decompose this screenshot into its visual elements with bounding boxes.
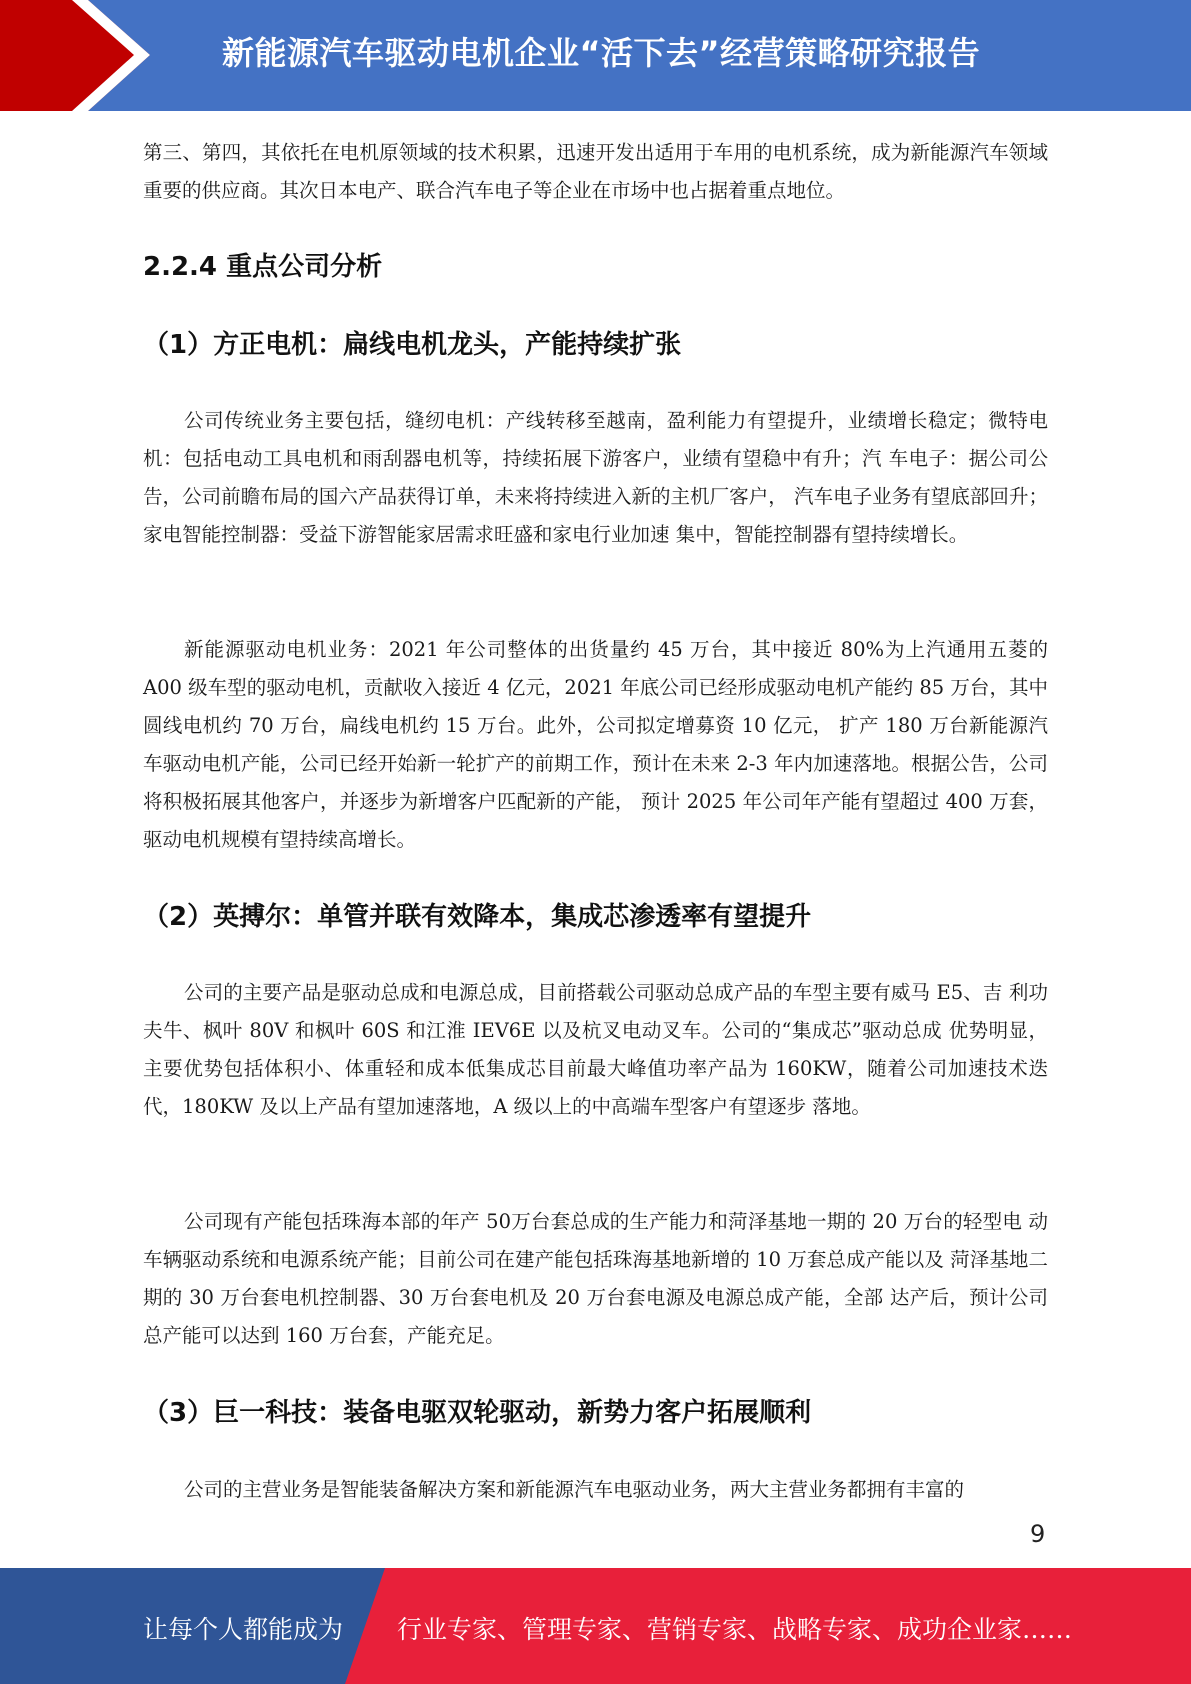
company-heading-fangzheng: （1）方正电机：扁线电机龙头，产能持续扩张 [143,330,682,360]
footer-slogan-left: 让每个人都能成为 [143,1615,344,1644]
report-header [0,0,1191,111]
company-paragraph: 公司现有产能包括珠海本部的年产 50万台套总成的生产能力和菏泽基地一期的 20 万台的轻型电 动车辆驱动系统和电源系统产能；目前公司在建产能包括珠海基地新增的 10 万套总成产能以及 菏泽基地二期的 30 万台套电机控制器、30 万台套电机及 20 万台套电源及电源总成产能，全部 达产后，预计公司总产能可以达到 160 万台套，产能充足。 [143,1210,1048,1347]
page-number: 9 [1030,1520,1046,1548]
intro-paragraph: 第三、第四，其依托在电机原领域的技术积累，迅速开发出适用于车用的电机系统，成为新能源汽车领域重要的供应商。其次日本电产、联合汽车电子等企业在市场中也占据着重点地位。 [143,141,1048,202]
company-paragraph: 新能源驱动电机业务：2021 年公司整体的出货量约 45 万台，其中接近 80%为上汽通用五菱的 A00 级车型的驱动电机，贡献收入接近 4 亿元，2021 年底公司已经形成驱动电机产能约 85 万台，其中圆线电机约 70 万台，扁线电机约 15 万台。此外，公司拟定增募资 10 亿元， 扩产 180 万台新能源汽车驱动电机产能，公司已经开始新一轮扩产的前期工作，预计在未来 2-3 年内加速落地。根据公告，公司将积极拓展其他客户，并逐步为新增客户匹配新的产能， 预计 2025 年公司年产能有望超过 400 万套，驱动电机规模有望持续高增长。 [143,638,1048,851]
company-paragraph: 公司传统业务主要包括，缝纫电机：产线转移至越南，盈利能力有望提升，业绩增长稳定；微特电机：包括电动工具电机和雨刮器电机等，持续拓展下游客户，业绩有望稳中有升；汽 车电子：据公司公告，公司前瞻布局的国六产品获得订单，未来将持续进入新的主机厂客户， 汽车电子业务有望底部回升；家电智能控制器：受益下游智能家居需求旺盛和家电行业加速 集中，智能控制器有望持续增长。 [143,409,1048,546]
company-paragraph: 公司的主营业务是智能装备解决方案和新能源汽车电驱动业务，两大主营业务都拥有丰富的 [184,1478,965,1501]
header-chevron-decoration [0,0,160,111]
footer-banner [0,1568,1191,1684]
section-heading: 2.2.4 重点公司分析 [143,252,383,282]
company-heading-juyi: （3）巨一科技：装备电驱双轮驱动，新势力客户拓展顺利 [143,1398,812,1428]
footer-slogan-right: 行业专家、管理专家、营销专家、战略专家、成功企业家…… [397,1615,1073,1644]
company-heading-yingboer: （2）英搏尔：单管并联有效降本，集成芯渗透率有望提升 [143,902,812,932]
company-paragraph: 公司的主要产品是驱动总成和电源总成，目前搭载公司驱动总成产品的车型主要有威马 E5、吉 利功夫牛、枫叶 80V 和枫叶 60S 和江淮 IEV6E 以及杭叉电动叉车。公司的“集成芯”驱动总成 优势明显，主要优势包括体积小、体重轻和成本低集成芯目前最大峰值功率产品为 160KW，随着公司加速技术迭代，180KW 及以上产品有望加速落地，A 级以上的中高端车型客户有望逐步 落地。 [143,981,1048,1118]
report-title: 新能源汽车驱动电机企业“活下去”经营策略研究报告 [222,34,981,72]
